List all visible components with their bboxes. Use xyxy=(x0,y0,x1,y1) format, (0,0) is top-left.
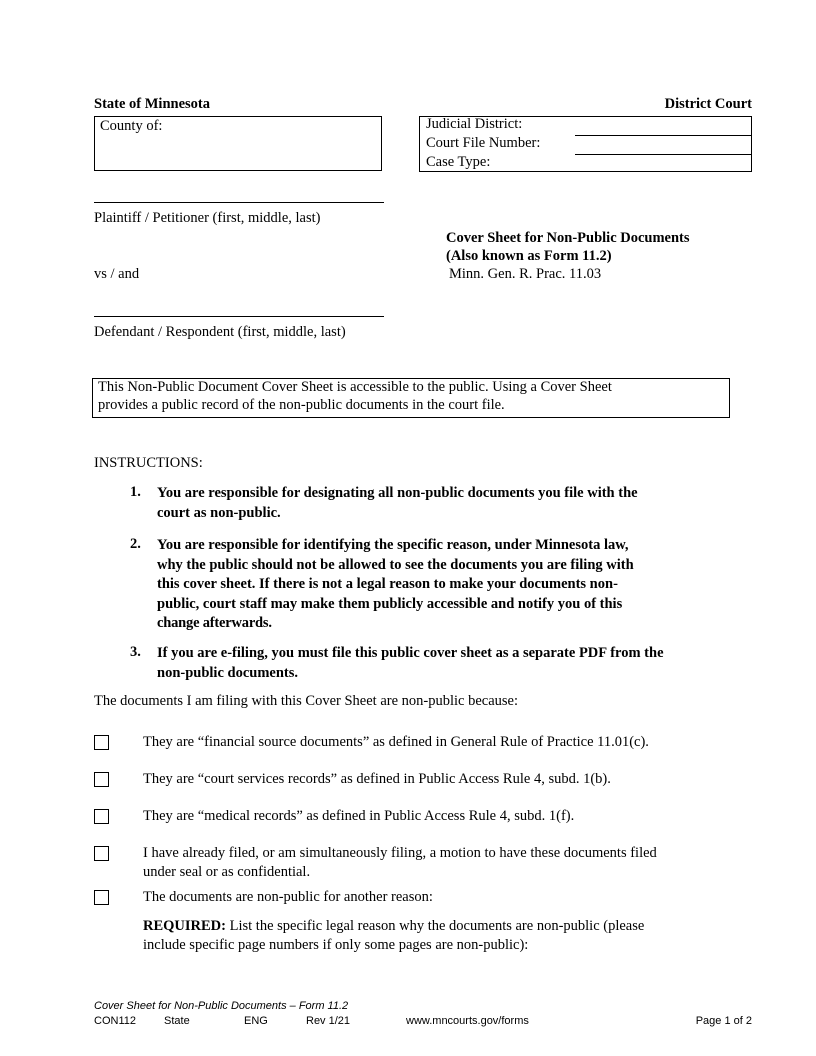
required-line-1 xyxy=(143,917,644,936)
reason-label-motion-under-seal xyxy=(143,844,734,882)
required-label: REQUIRED: xyxy=(143,918,226,934)
case-type-row[interactable] xyxy=(420,155,751,174)
form-title-line-1: Cover Sheet for Non-Public Documents xyxy=(446,230,690,246)
instruction-item-2 xyxy=(130,536,730,634)
required-explanation-block xyxy=(143,917,644,955)
reason-line: I have already filed, or am simultaneously filing, a motion to have these documents filed xyxy=(143,845,657,861)
instructions-heading: INSTRUCTIONS: xyxy=(94,455,203,471)
checkbox-another-reason[interactable] xyxy=(94,890,109,905)
reason-row-another-reason[interactable] xyxy=(94,888,734,907)
required-text-1: List the specific legal reason why the documents are non-public (please xyxy=(225,918,645,934)
instruction-item-1 xyxy=(130,484,730,523)
footer-scope: State xyxy=(164,1015,190,1027)
court-heading: District Court xyxy=(664,96,752,112)
form-title-block xyxy=(446,229,746,283)
reason-line: They are “court services records” as defined in Public Access Rule 4, subd. 1(b). xyxy=(143,771,611,787)
checkbox-motion-under-seal[interactable] xyxy=(94,846,109,861)
notice-line-2: provides a public record of the non-public documents in the court file. xyxy=(98,397,505,413)
reason-row-court-services-records[interactable] xyxy=(94,770,734,789)
defendant-label: Defendant / Respondent (first, middle, last) xyxy=(94,324,346,340)
footer-form-title: Cover Sheet for Non-Public Documents – Form 11.2 xyxy=(94,1000,349,1012)
footer-url[interactable]: www.mncourts.gov/forms xyxy=(406,1015,529,1027)
instruction-text-2 xyxy=(157,536,730,634)
footer-revision: Rev 1/21 xyxy=(306,1015,351,1027)
case-info-box xyxy=(419,116,752,172)
reason-row-financial-source-documents[interactable] xyxy=(94,733,734,752)
reason-line: under seal or as confidential. xyxy=(143,864,311,880)
footer-meta-row xyxy=(94,1015,752,1029)
instruction-number-3: 3. xyxy=(130,644,141,660)
judicial-district-label: Judicial District: xyxy=(426,116,523,132)
case-type-label: Case Type: xyxy=(426,154,491,170)
instruction-number-2: 2. xyxy=(130,536,141,552)
footer-language: ENG xyxy=(244,1015,268,1027)
form-title-line-2: (Also known as Form 11.2) xyxy=(446,248,612,264)
defendant-signature-rule xyxy=(94,316,384,317)
footer-form-code: CON112 xyxy=(94,1015,136,1027)
instruction-line: this cover sheet. If there is not a legal reason to make your documents non- xyxy=(157,576,618,592)
instruction-line: court as non-public. xyxy=(157,504,281,521)
page-footer xyxy=(94,1000,752,1029)
instruction-text-1 xyxy=(157,484,730,523)
form-citation: Minn. Gen. R. Prac. 11.03 xyxy=(449,266,602,282)
instruction-line: non-public documents. xyxy=(157,664,299,681)
reason-line: They are “medical records” as defined in Public Access Rule 4, subd. 1(f). xyxy=(143,808,575,824)
judicial-district-row[interactable] xyxy=(420,117,751,136)
public-notice-box xyxy=(92,378,730,418)
court-file-number-label: Court File Number: xyxy=(426,135,541,151)
instruction-number-1: 1. xyxy=(130,484,141,500)
reason-label-another-reason xyxy=(143,888,734,907)
reason-label-financial-source-documents xyxy=(143,733,734,752)
reasons-intro-text: The documents I am filing with this Cover Sheet are non-public because: xyxy=(94,693,519,709)
instruction-line: You are responsible for designating all non-public documents you file with the xyxy=(157,485,638,501)
reason-row-motion-under-seal[interactable] xyxy=(94,844,734,882)
checkbox-financial-source-documents[interactable] xyxy=(94,735,109,750)
instruction-line: why the public should not be allowed to see the documents you are filing with xyxy=(157,556,634,573)
footer-page-number: Page 1 of 2 xyxy=(695,1015,752,1027)
vs-label: vs / and xyxy=(94,266,140,282)
reason-row-medical-records[interactable] xyxy=(94,807,734,826)
notice-line-1: This Non-Public Document Cover Sheet is accessible to the public. Using a Cover Sheet xyxy=(98,379,612,395)
instruction-line: If you are e-filing, you must file this public cover sheet as a separate PDF from the xyxy=(157,645,664,661)
instruction-line: public, court staff may make them publicly accessible and notify you of this xyxy=(157,595,623,612)
county-label: County of: xyxy=(100,118,163,134)
reason-line: They are “financial source documents” as defined in General Rule of Practice 11.01(c). xyxy=(143,734,649,750)
instruction-item-3 xyxy=(130,644,730,683)
state-heading: State of Minnesota xyxy=(94,96,210,112)
instruction-line: change afterwards. xyxy=(157,615,272,631)
caption-header xyxy=(94,96,752,114)
reason-line: The documents are non-public for another reason: xyxy=(143,889,433,905)
checkbox-court-services-records[interactable] xyxy=(94,772,109,787)
required-text-2: include specific page numbers if only some pages are non-public): xyxy=(143,937,529,953)
reason-label-medical-records xyxy=(143,807,734,826)
checkbox-medical-records[interactable] xyxy=(94,809,109,824)
instruction-text-3 xyxy=(157,644,730,683)
court-file-number-row[interactable] xyxy=(420,136,751,155)
county-box[interactable] xyxy=(94,116,382,171)
plaintiff-label: Plaintiff / Petitioner (first, middle, last) xyxy=(94,210,321,226)
reason-label-court-services-records xyxy=(143,770,734,789)
instruction-line: You are responsible for identifying the specific reason, under Minnesota law, xyxy=(157,537,629,553)
plaintiff-signature-rule xyxy=(94,202,384,203)
